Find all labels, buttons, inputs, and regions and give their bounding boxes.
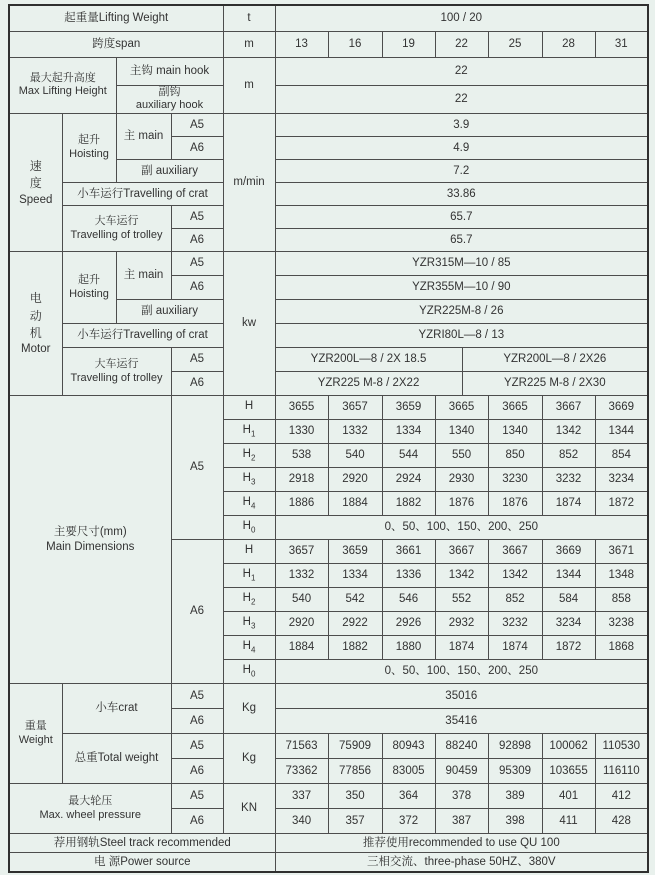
row-speed-trolley-a5: [9, 206, 648, 229]
weight-crab-a6-value: 35416: [275, 709, 648, 734]
row-main-hook: [9, 57, 648, 85]
wheel-value: 340: [275, 809, 328, 834]
dim-value: 1332: [275, 564, 328, 588]
dim-value: 552: [435, 588, 488, 612]
duty-class-cell: A5: [171, 114, 223, 137]
motor-trolley-a5-right: YZR200L—8 / 2X26: [462, 348, 648, 372]
duty-class-cell: A6: [171, 137, 223, 160]
wheel-value: 357: [328, 809, 382, 834]
dimensions-label-en: Main Dimensions: [46, 540, 135, 553]
dim-value: 1876: [488, 492, 542, 516]
duty-class-cell: A5: [171, 206, 223, 229]
motor-trolley-a6-right: YZR225 M-8 / 2X30: [462, 372, 648, 396]
dim-value: 3655: [275, 396, 328, 420]
main-hook-label: 主钩 main hook: [116, 57, 223, 85]
power-source-value: 三相交流、three-phase 50HZ、380V: [275, 853, 648, 872]
speed-hoisting-zh: 起升: [78, 134, 100, 147]
motor-hoisting-label: [62, 252, 116, 324]
dim-value: 1336: [382, 564, 435, 588]
crane-spec-table: [8, 4, 649, 873]
dim-value: 3657: [275, 540, 328, 564]
wheel-value: 389: [488, 784, 542, 809]
dimensions-label-zh: 主要尺寸(mm): [53, 526, 127, 539]
dim-value: 1340: [488, 420, 542, 444]
weight-crab-label: 小车crat: [62, 684, 171, 734]
span-value: 13: [275, 31, 328, 57]
motor-hoisting-zh: 起升: [78, 273, 100, 286]
dim-value: 540: [275, 588, 328, 612]
duty-class-cell: A5: [171, 784, 223, 809]
motor-label-en: Motor: [21, 343, 51, 356]
dim-value: 3232: [542, 468, 595, 492]
speed-hoisting-label: [62, 114, 116, 183]
dim-value: 1340: [435, 420, 488, 444]
weight-value: 92898: [488, 734, 542, 759]
dim-value: 542: [328, 588, 382, 612]
motor-aux-value: YZR225M-8 / 26: [275, 300, 648, 324]
aux-hook-value: 22: [275, 85, 648, 114]
dim-value: 1882: [382, 492, 435, 516]
speed-trolley-en: Travelling of trolley: [70, 228, 163, 241]
speed-aux-value: 7.2: [275, 160, 648, 183]
dim-value: 2920: [328, 468, 382, 492]
dim-value: 550: [435, 444, 488, 468]
span-value: 16: [328, 31, 382, 57]
weight-label-en: Weight: [18, 733, 53, 746]
duty-class-cell: A5: [171, 348, 223, 372]
wheel-pressure-label: [9, 784, 171, 834]
dim-value: 546: [382, 588, 435, 612]
dim-symbol: H: [223, 396, 275, 420]
span-value: 28: [542, 31, 595, 57]
dim-value: 2918: [275, 468, 328, 492]
dim-symbol: $H_2$: [223, 444, 275, 468]
weight-value: 73362: [275, 759, 328, 784]
dim-symbol: $H_4$: [223, 492, 275, 516]
speed-trolley-a5-value: 65.7: [275, 206, 648, 229]
dim-value: 1876: [435, 492, 488, 516]
weight-value: 71563: [275, 734, 328, 759]
speed-label-en: Speed: [19, 193, 53, 206]
duty-class-cell: A5: [171, 252, 223, 276]
row-speed-main-a5: [9, 114, 648, 137]
dim-symbol: $H_2$: [223, 588, 275, 612]
dim-value: 854: [595, 444, 648, 468]
main-hook-value: 22: [275, 57, 648, 85]
dim-value: 1884: [275, 636, 328, 660]
dim-value: 3671: [595, 540, 648, 564]
wheel-value: 337: [275, 784, 328, 809]
dim-symbol: $H_4$: [223, 636, 275, 660]
row-motor-main-a5: [9, 252, 648, 276]
duty-class-cell: A5: [171, 684, 223, 709]
speed-trolley-a6-value: 65.7: [275, 229, 648, 252]
dim-value: 3667: [435, 540, 488, 564]
speed-hoisting-en: Hoisting: [69, 148, 109, 160]
dim-value: 1334: [382, 420, 435, 444]
motor-trolley-label: [62, 348, 171, 396]
max-height-label: [9, 57, 116, 114]
dim-value: 858: [595, 588, 648, 612]
weight-crab-unit: Kg: [223, 684, 275, 734]
weight-value: 90459: [435, 759, 488, 784]
wheel-value: 378: [435, 784, 488, 809]
dim-value: 3669: [595, 396, 648, 420]
max-height-label-zh: 最大起升高度: [29, 71, 96, 84]
duty-class-cell: A6: [171, 540, 223, 684]
motor-section-label: [9, 252, 62, 396]
dim-value: 2924: [382, 468, 435, 492]
aux-hook-label-en: auxiliary hook: [135, 99, 204, 112]
lifting-weight-label: 起重量Lifting Weight: [9, 5, 223, 31]
row-dim-a5-h: [9, 396, 648, 420]
dim-value: 1344: [542, 564, 595, 588]
motor-trolley-en: Travelling of trolley: [70, 371, 163, 384]
dim-value: 3667: [488, 540, 542, 564]
dim-value: 3661: [382, 540, 435, 564]
weight-value: 83005: [382, 759, 435, 784]
speed-main-label: 主 main: [116, 114, 171, 160]
dim-value: 1882: [328, 636, 382, 660]
speed-aux-label: 副 auxiliary: [116, 160, 223, 183]
speed-trolley-label: [62, 206, 171, 252]
row-weight-crab-a5: [9, 684, 648, 709]
dim-h0-value: 0、50、100、150、200、250: [275, 660, 648, 684]
motor-crab-label: 小车运行Travelling of crat: [62, 324, 223, 348]
lifting-weight-value: 100 / 20: [275, 5, 648, 31]
dim-value: 3657: [328, 396, 382, 420]
row-power-source: [9, 853, 648, 872]
dim-value: 3665: [435, 396, 488, 420]
dim-value: 3659: [328, 540, 382, 564]
speed-main-a5-value: 3.9: [275, 114, 648, 137]
duty-class-cell: A6: [171, 809, 223, 834]
dim-value: 3230: [488, 468, 542, 492]
row-weight-total-a5: [9, 734, 648, 759]
dim-value: 544: [382, 444, 435, 468]
row-speed-crab: [9, 183, 648, 206]
dim-value: 1334: [328, 564, 382, 588]
dim-value: 1872: [595, 492, 648, 516]
weight-value: 77856: [328, 759, 382, 784]
dim-value: 540: [328, 444, 382, 468]
wheel-value: 411: [542, 809, 595, 834]
weight-crab-a5-value: 35016: [275, 684, 648, 709]
weight-value: 110530: [595, 734, 648, 759]
dim-value: 1886: [275, 492, 328, 516]
dim-value: 1330: [275, 420, 328, 444]
dim-value: 1884: [328, 492, 382, 516]
motor-trolley-zh: 大车运行: [94, 357, 139, 370]
dim-value: 3238: [595, 612, 648, 636]
max-height-unit: m: [223, 57, 275, 114]
span-unit: m: [223, 31, 275, 57]
dim-value: 1880: [382, 636, 435, 660]
row-motor-crab: [9, 324, 648, 348]
dim-value: 538: [275, 444, 328, 468]
weight-total-label: 总重Total weight: [62, 734, 171, 784]
weight-value: 100062: [542, 734, 595, 759]
span-label: 跨度span: [9, 31, 223, 57]
aux-hook-label-zh: 副钩: [158, 85, 181, 98]
dim-symbol: $H_1$: [223, 564, 275, 588]
wheel-pressure-zh: 最大轮压: [68, 794, 113, 807]
motor-crab-value: YZRI80L—8 / 13: [275, 324, 648, 348]
span-value: 25: [488, 31, 542, 57]
dim-value: 3667: [542, 396, 595, 420]
dim-symbol: $H_0$: [223, 660, 275, 684]
dim-symbol: H: [223, 540, 275, 564]
weight-value: 116110: [595, 759, 648, 784]
power-source-label: 电 源Power source: [9, 853, 275, 872]
steel-track-value: 推荐使用recommended to use QU 100: [275, 834, 648, 853]
motor-main-a5-value: YZR315M—10 / 85: [275, 252, 648, 276]
motor-hoisting-en: Hoisting: [69, 287, 109, 300]
dim-symbol: $H_0$: [223, 516, 275, 540]
dim-value: 1342: [542, 420, 595, 444]
dim-value: 1874: [435, 636, 488, 660]
duty-class-cell: A5: [171, 396, 223, 540]
motor-trolley-a5-left: YZR200L—8 / 2X 18.5: [275, 348, 462, 372]
aux-hook-label: [116, 85, 223, 114]
duty-class-cell: A5: [171, 734, 223, 759]
motor-unit: kw: [223, 252, 275, 396]
span-value: 31: [595, 31, 648, 57]
row-lifting-weight: [9, 5, 648, 31]
speed-label-zh: 速度: [29, 158, 42, 191]
weight-total-unit: Kg: [223, 734, 275, 784]
dim-value: 1872: [542, 636, 595, 660]
wheel-value: 428: [595, 809, 648, 834]
row-span: [9, 31, 648, 57]
weight-value: 75909: [328, 734, 382, 759]
weight-value: 95309: [488, 759, 542, 784]
dim-value: 2932: [435, 612, 488, 636]
dim-value: 3659: [382, 396, 435, 420]
duty-class-cell: A6: [171, 372, 223, 396]
dim-value: 1348: [595, 564, 648, 588]
dim-value: 1874: [488, 636, 542, 660]
dim-value: 850: [488, 444, 542, 468]
row-steel-track: [9, 834, 648, 853]
dim-value: 3232: [488, 612, 542, 636]
dim-value: 1342: [488, 564, 542, 588]
speed-unit: m/min: [223, 114, 275, 252]
dim-value: 3234: [542, 612, 595, 636]
weight-value: 103655: [542, 759, 595, 784]
dim-value: 852: [542, 444, 595, 468]
dim-value: 3234: [595, 468, 648, 492]
motor-main-label: 主 main: [116, 252, 171, 300]
wheel-value: 387: [435, 809, 488, 834]
dim-value: 2920: [275, 612, 328, 636]
duty-class-cell: A6: [171, 709, 223, 734]
dim-value: 1332: [328, 420, 382, 444]
motor-label-zh: 电动机: [29, 291, 42, 340]
weight-value: 80943: [382, 734, 435, 759]
speed-crab-label: 小车运行Travelling of crat: [62, 183, 223, 206]
dim-value: 2922: [328, 612, 382, 636]
weight-section-label: [9, 684, 62, 784]
span-value: 19: [382, 31, 435, 57]
wheel-pressure-en: Max. wheel pressure: [39, 808, 141, 821]
motor-aux-label: 副 auxiliary: [116, 300, 223, 324]
wheel-value: 364: [382, 784, 435, 809]
row-wheel-a5: [9, 784, 648, 809]
speed-main-a6-value: 4.9: [275, 137, 648, 160]
wheel-value: 350: [328, 784, 382, 809]
dimensions-section-label: [9, 396, 171, 684]
row-motor-trolley-a5: [9, 348, 648, 372]
dim-value: 1342: [435, 564, 488, 588]
weight-value: 88240: [435, 734, 488, 759]
steel-track-label: 荐用钢轨Steel track recommended: [9, 834, 275, 853]
dim-value: 2926: [382, 612, 435, 636]
wheel-value: 412: [595, 784, 648, 809]
speed-trolley-zh: 大车运行: [94, 214, 139, 227]
duty-class-cell: A6: [171, 759, 223, 784]
wheel-value: 401: [542, 784, 595, 809]
span-value: 22: [435, 31, 488, 57]
dim-value: 584: [542, 588, 595, 612]
speed-section-label: [9, 114, 62, 252]
dim-h0-value: 0、50、100、150、200、250: [275, 516, 648, 540]
wheel-value: 398: [488, 809, 542, 834]
dim-value: 2930: [435, 468, 488, 492]
dim-value: 1874: [542, 492, 595, 516]
dim-value: 3669: [542, 540, 595, 564]
dim-value: 852: [488, 588, 542, 612]
dim-symbol: $H_3$: [223, 468, 275, 492]
motor-trolley-a6-left: YZR225 M-8 / 2X22: [275, 372, 462, 396]
lifting-weight-unit: t: [223, 5, 275, 31]
max-height-label-en: Max Lifting Height: [18, 85, 107, 98]
duty-class-cell: A6: [171, 276, 223, 300]
dim-symbol: $H_1$: [223, 420, 275, 444]
duty-class-cell: A6: [171, 229, 223, 252]
dim-value: 3665: [488, 396, 542, 420]
weight-label-zh: 重量: [24, 719, 47, 732]
dim-value: 1868: [595, 636, 648, 660]
dim-symbol: $H_3$: [223, 612, 275, 636]
dim-value: 1344: [595, 420, 648, 444]
speed-crab-value: 33.86: [275, 183, 648, 206]
wheel-value: 372: [382, 809, 435, 834]
motor-main-a6-value: YZR355M—10 / 90: [275, 276, 648, 300]
wheel-pressure-unit: KN: [223, 784, 275, 834]
